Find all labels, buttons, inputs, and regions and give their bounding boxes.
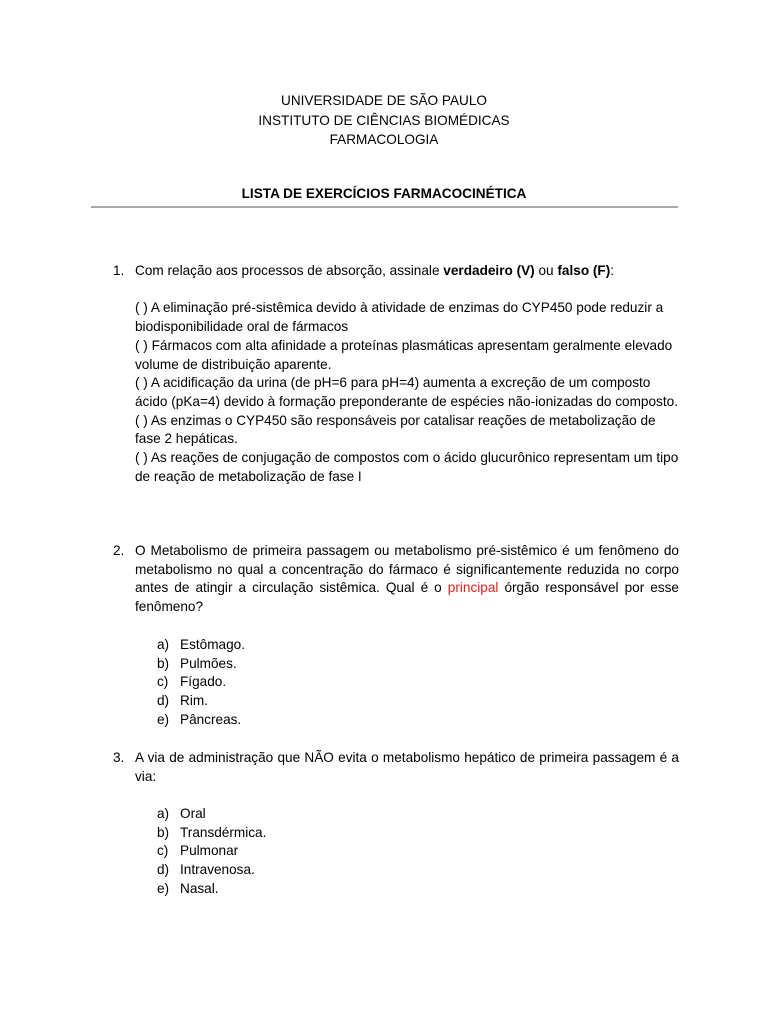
- question-body: [135, 262, 679, 486]
- question-number: 1.: [113, 263, 125, 278]
- question-2: [113, 542, 679, 617]
- question-body: [135, 542, 679, 617]
- question-text-end: órgão responsável por esse fenômeno?: [135, 580, 679, 615]
- prompt-start: Com relação aos processos de absorção, assinale: [135, 263, 444, 278]
- question-text: A via de administração que NÃO evita o metabolismo hepático de primeira passagem é a via:: [135, 750, 679, 784]
- answer-option[interactable]: [157, 655, 657, 674]
- option-letter: e): [157, 711, 170, 727]
- option-text: Pulmões.: [180, 655, 237, 671]
- question-number: 2.: [113, 543, 125, 558]
- header-institute: INSTITUTO DE CIÊNCIAS BIOMÉDICAS: [258, 112, 510, 128]
- question-3: [113, 749, 679, 786]
- option-letter: d): [157, 862, 170, 878]
- title-divider: [91, 206, 678, 208]
- answer-option[interactable]: [157, 842, 657, 861]
- option-text: Oral: [180, 806, 206, 821]
- option-text: Fígado.: [180, 674, 227, 690]
- answer-option[interactable]: [157, 673, 657, 692]
- question-prompt: [135, 262, 679, 281]
- answer-option[interactable]: [157, 711, 657, 730]
- statement: ( ) As reações de conjugação de compostos com o ácido glucurônico representam um tipo de reação de metabolização de fase I: [135, 450, 679, 484]
- option-text: Estômago.: [180, 637, 245, 652]
- statement: ( ) A eliminação pré-sistêmica devido à atividade de enzimas do CYP450 pode reduzir a biodisponibilidade oral de fármacos: [135, 300, 664, 335]
- statement: ( ) Fármacos com alta afinidade a proteínas plasmáticas apresentam geralmente elevado volume de distribuição aparente.: [135, 337, 673, 372]
- option-letter: c): [157, 674, 169, 690]
- prompt-end: :: [610, 263, 615, 278]
- option-text: Intravenosa.: [180, 862, 255, 878]
- statement: ( ) As enzimas o CYP450 são responsáveis por catalisar reações de metabolização de fase 2 hepáticas.: [135, 412, 656, 447]
- answer-option[interactable]: [157, 861, 657, 880]
- document-header: [0, 91, 768, 150]
- option-letter: b): [157, 824, 170, 840]
- question-text-start: O Metabolismo de primeira passagem ou metabolismo pré-sistêmico é um fenômeno do metabolismo no qual a concentração do fármaco é significantemente reduzida no corpo antes de atingir a circulação sistêmica. Qual é o: [135, 543, 679, 596]
- question-1: [113, 262, 679, 486]
- statement: ( ) A acidificação da urina (de pH=6 para pH=4) aumenta a excreção de um composto ácido (pKa=4) devido à formação preponderante de espécies não-ionizadas do composto.: [135, 375, 678, 409]
- prompt-true-label: verdadeiro (V): [443, 263, 535, 278]
- option-letter: c): [157, 843, 169, 859]
- answer-option[interactable]: [157, 805, 657, 824]
- option-text: Pulmonar: [180, 843, 239, 859]
- option-text: Nasal.: [180, 880, 219, 896]
- highlight-word: principal: [447, 580, 499, 596]
- option-letter: a): [157, 806, 170, 821]
- prompt-mid: ou: [534, 263, 558, 278]
- option-letter: e): [157, 880, 170, 896]
- answer-options-q3: [157, 805, 657, 899]
- question-number: 3.: [113, 750, 125, 765]
- option-text: Pâncreas.: [180, 711, 242, 727]
- page-title: LISTA DE EXERCÍCIOS FARMACOCINÉTICA: [241, 186, 527, 201]
- answer-option[interactable]: [157, 636, 657, 655]
- header-department: FARMACOLOGIA: [329, 132, 439, 147]
- answer-option[interactable]: [157, 824, 657, 843]
- answer-option[interactable]: [157, 880, 657, 899]
- header-university: UNIVERSIDADE DE SÃO PAULO: [281, 93, 487, 108]
- answer-option[interactable]: [157, 692, 657, 711]
- option-letter: a): [157, 637, 170, 652]
- option-text: Transdérmica.: [180, 824, 267, 840]
- option-text: Rim.: [180, 693, 208, 709]
- answer-options-q2: [157, 636, 657, 730]
- option-letter: b): [157, 655, 170, 671]
- prompt-false-label: falso (F): [557, 263, 611, 278]
- option-letter: d): [157, 693, 170, 709]
